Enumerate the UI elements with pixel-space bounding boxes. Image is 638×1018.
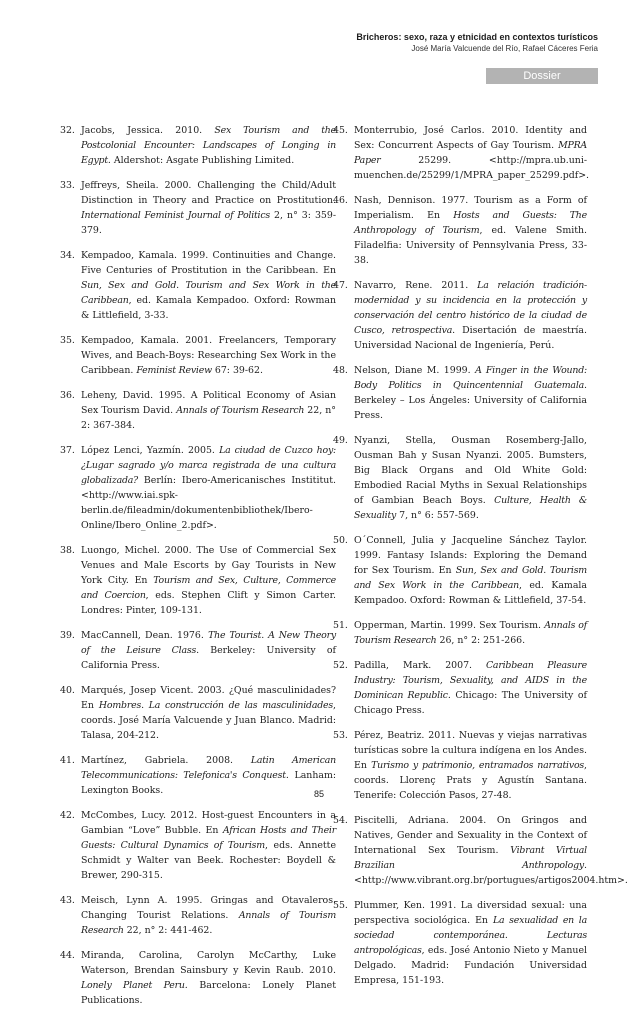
reference-source-title: Annals of Tourism Research (354, 620, 587, 646)
reference-text: 25299. <http://mpra.ub.uni-muenchen.de/25299/1/MPRA_paper_25299.pdf>. (354, 155, 590, 181)
reference-text: , coords. José María Valcuende y Juan Blanco. Madrid: Talasa, 204-212. (81, 700, 336, 741)
reference-text: . Chicago: The University of Chicago Press. (354, 690, 587, 716)
reference-source-title: Latin American Telecommunications: Telefonica's Conquest (81, 755, 336, 781)
reference-text: Marqués, Josep Vicent. 2003. ¿Qué masculinidades? En (81, 685, 336, 711)
reference-source-title: La sexualidad en la sociedad contemporánea. Lecturas antropológicas (354, 915, 587, 956)
reference-source-title: Sun, Sex and Gold. Tourism and Sex Work in the Caribbean (81, 280, 336, 306)
reference-entry (60, 893, 336, 938)
reference-text: O´Connell, Julia y Jacqueline Sánchez Taylor. 1999. Fantasy Islands: Exploring the Demand for Sex Tourism. En (354, 535, 587, 576)
reference-entry (333, 433, 587, 523)
reference-text: , eds. Annette Schmidt y Walter van Beek. Rochester: Boydell & Brewer, 290-315. (81, 840, 336, 881)
reference-source-title: Caribbean Pleasure Industry: Tourism, Sexuality, and AIDS in the Dominican Republic (354, 660, 588, 701)
reference-text: . Disertación de maestría. Universidad Nacional de Ingeniería, Perú. (354, 325, 587, 351)
reference-number: 42. (60, 810, 75, 821)
reference-text: , ed. Valene Smith. Filadelfia: University of Pennsylvania Press, 33-38. (354, 225, 587, 266)
reference-source-title: Annals of Tourism Research (81, 910, 337, 936)
reference-source-title: Vibrant Virtual Brazilian Anthropology (354, 845, 587, 871)
reference-number: 48. (333, 365, 348, 376)
reference-source-title: Hombres. La construcción de las masculinidades (98, 700, 333, 711)
reference-text: . Berkeley: University of California Press. (81, 645, 336, 671)
reference-number: 50. (333, 535, 348, 546)
reference-entry (60, 333, 336, 378)
reference-number: 51. (333, 620, 348, 631)
reference-number: 55. (333, 900, 348, 911)
reference-text: Kempadoo, Kamala. 1999. Continuities and Change. Five Centuries of Prostitution in the Caribbean. En (81, 250, 336, 276)
reference-number: 39. (60, 630, 75, 641)
running-header (356, 32, 598, 54)
reference-entry (333, 193, 587, 268)
reference-text: , ed. Kamala Kempadoo. Oxford: Rowman & Littlefield, 37-54. (354, 580, 587, 606)
reference-number: 35. (60, 335, 75, 346)
reference-entry (60, 628, 336, 673)
reference-source-title: Hosts and Guests: The Anthropology of Tourism (354, 210, 587, 236)
reference-text: Pérez, Beatriz. 2011. Nuevas y viejas narrativas turísticas sobre la cultura indígena en los Andes. En (354, 730, 588, 771)
reference-text: Miranda, Carolina, Carolyn McCarthy, Luke Waterson, Brendan Sainsbury y Kevin Raub. 2010. (81, 950, 336, 976)
reference-number: 41. (60, 755, 75, 766)
reference-number: 36. (60, 390, 75, 401)
reference-entry (60, 388, 336, 433)
reference-source-title: Culture, Health & Sexuality (354, 495, 587, 521)
reference-entry (333, 618, 587, 648)
reference-text: López Lenci, Yazmín. 2005. (81, 445, 220, 456)
reference-text: Navarro, Rene. 2011. (354, 280, 478, 291)
reference-text: 7, n° 6: 557-569. (396, 510, 479, 521)
reference-number: 40. (60, 685, 75, 696)
reference-text: . Aldershot: Asgate Publishing Limited. (107, 155, 295, 166)
reference-source-title: Sun, Sex and Gold. Tourism and Sex Work in the Caribbean (354, 565, 587, 591)
reference-entry (60, 808, 336, 883)
article-authors: José María Valcuende del Río, Rafael Cáceres Feria (411, 44, 598, 53)
reference-number: 46. (333, 195, 348, 206)
reference-source-title: Sex Tourism and the Postcolonial Encounter: Landscapes of Longing in Egypt (81, 125, 336, 166)
reference-text: , eds. Stephen Clift y Simon Carter. Londres: Pinter, 109-131. (81, 590, 336, 616)
reference-source-title: A Finger in the Wound: Body Politics in Quincentennial Guatemala (354, 365, 587, 391)
reference-text: Padilla, Mark. 2007. (354, 660, 486, 671)
reference-entry (333, 278, 587, 353)
reference-text: Berlín: Ibero-Americanisches Instititut. <http://www.iai.spk-berlin.de/fileadmin/dokumentenbibliothek/Ibero-Online/Ibero_Online_2.pdf>. (81, 475, 336, 531)
reference-number: 54. (333, 815, 348, 826)
reference-text: 67: 39-62. (211, 365, 263, 376)
reference-number: 34. (60, 250, 75, 261)
reference-text: Jacobs, Jessica. 2010. (81, 125, 215, 136)
reference-text: Piscitelli, Adriana. 2004. On Gringos and Natives, Gender and Sexuality in the Context of International Sex Tourism. (354, 815, 587, 856)
reference-number: 44. (60, 950, 75, 961)
reference-text: MacCannell, Dean. 1976. (81, 630, 209, 641)
reference-text: , coords. Llorenç Prats y Agustín Santana. Tenerife: Colección Pasos, 27-48. (354, 760, 587, 801)
reference-entry (333, 533, 587, 608)
reference-text: . <http://www.vibrant.org.br/portugues/artigos2004.htm>. (354, 860, 628, 886)
reference-text: Plummer, Ken. 1991. La diversidad sexual: una perspectiva sociológica. En (354, 900, 587, 926)
reference-entry (60, 248, 336, 323)
reference-entry (60, 948, 336, 1008)
reference-text: Martínez, Gabriela. 2008. (81, 755, 251, 766)
reference-text: Kempadoo, Kamala. 2001. Freelancers, Temporary Wives, and Beach-Boys: Researching Sex Work in the Caribbean. (81, 335, 336, 376)
reference-text: Meisch, Lynn A. 1995. Gringas and Otavaleros. Changing Tourist Relations. (81, 895, 336, 921)
reference-text: Nelson, Diane M. 1999. (354, 365, 476, 376)
reference-number: 49. (333, 435, 348, 446)
reference-text: Nash, Dennison. 1977. Tourism as a Form of Imperialism. En (354, 195, 587, 221)
reference-number: 45. (333, 125, 348, 136)
reference-number: 37. (60, 445, 75, 456)
reference-entry (333, 658, 587, 718)
reference-entry (333, 363, 587, 423)
reference-text: 22, n° 2: 441-462. (123, 925, 213, 936)
reference-source-title: Annals of Tourism Research (176, 405, 305, 416)
reference-number: 47. (333, 280, 348, 291)
reference-text: . Berkeley – Los Ángeles: University of California Press. (354, 380, 587, 421)
reference-text: . Barcelona: Lonely Planet Publications. (81, 980, 336, 1006)
reference-text: , eds. José Antonio Nieto y Manuel Delgado. Madrid: Fundación Universidad Empresa, 151-193. (354, 945, 587, 986)
reference-text: Jeffreys, Sheila. 2000. Challenging the Child/Adult Distinction in Theory and Practice on Prostitution. (81, 180, 336, 206)
reference-source-title: Tourism and Sex, Culture, Commerce and Coercion (81, 575, 336, 601)
reference-source-title: The Tourist. A New Theory of the Leisure Class (81, 630, 336, 656)
reference-text: 26, n° 2: 251-266. (436, 635, 526, 646)
reference-number: 52. (333, 660, 348, 671)
reference-source-title: MPRA Paper (354, 140, 587, 166)
reference-source-title: African Hosts and Their Guests: Cultural Dynamics of Tourism (81, 825, 337, 851)
reference-text: Monterrubio, José Carlos. 2010. Identity and Sex: Concurrent Aspects of Gay Tourism. (354, 125, 587, 151)
reference-entry (60, 178, 336, 238)
reference-number: 53. (333, 730, 348, 741)
reference-source-title: Turismo y patrimonio, entramados narrativos (371, 760, 584, 771)
reference-text: . Lanham: Lexington Books. (81, 770, 336, 796)
page-number: 85 (313, 789, 324, 799)
reference-entry (60, 543, 336, 618)
reference-text: Leheny, David. 1995. A Political Economy of Asian Sex Tourism David. (81, 390, 336, 416)
reference-entry (333, 123, 590, 183)
reference-number: 32. (60, 125, 75, 136)
article-title: Bricheros: sexo, raza y etnicidad en contextos turísticos (356, 32, 598, 42)
reference-text: 22, n° 2: 367-384. (81, 405, 336, 431)
reference-text: Opperman, Martin. 1999. Sex Tourism. (354, 620, 545, 631)
reference-source-title: La relación tradición-modernidad y su incidencia en la protección y conservación del centro histórico de la ciudad de Cusco, retrospectiva (354, 280, 587, 336)
reference-entry (333, 898, 587, 988)
reference-entry (60, 443, 336, 533)
reference-entry (60, 123, 336, 168)
reference-text: , ed. Kamala Kempadoo. Oxford: Rowman & Littlefield, 3-33. (81, 295, 336, 321)
reference-source-title: Lonely Planet Peru (81, 980, 185, 991)
reference-source-title: Feminist Review (136, 365, 212, 376)
section-tab-dossier: Dossier (486, 68, 598, 84)
references-right-column (333, 123, 628, 998)
reference-text: Nyanzi, Stella, Ousman Rosemberg-Jallo, Ousman Bah y Susan Nyanzi. 2005. Bumsters, Big Black Organs and Old White Gold: Embodied Racial Myths in Sexual Relationships of Gambian Beach Boys. (354, 435, 587, 506)
reference-number: 43. (60, 895, 75, 906)
reference-text: McCombes, Lucy. 2012. Host-guest Encounters in a Gambian “Love” Bubble. En (81, 810, 336, 836)
reference-source-title: International Feminist Journal of Politics (81, 210, 271, 221)
reference-source-title: La ciudad de Cuzco hoy: ¿Lugar sagrado y/o marca registrada de una cultura globalizada? (81, 445, 336, 486)
references-left-column (60, 123, 336, 1018)
reference-text: 2, n° 3: 359-379. (81, 210, 337, 236)
reference-entry (333, 813, 628, 888)
reference-entry (60, 683, 336, 743)
reference-text: Luongo, Michel. 2000. The Use of Commercial Sex Venues and Male Escorts by Gay Tourists in New York City. En (81, 545, 336, 586)
reference-number: 38. (60, 545, 75, 556)
reference-number: 33. (60, 180, 75, 191)
